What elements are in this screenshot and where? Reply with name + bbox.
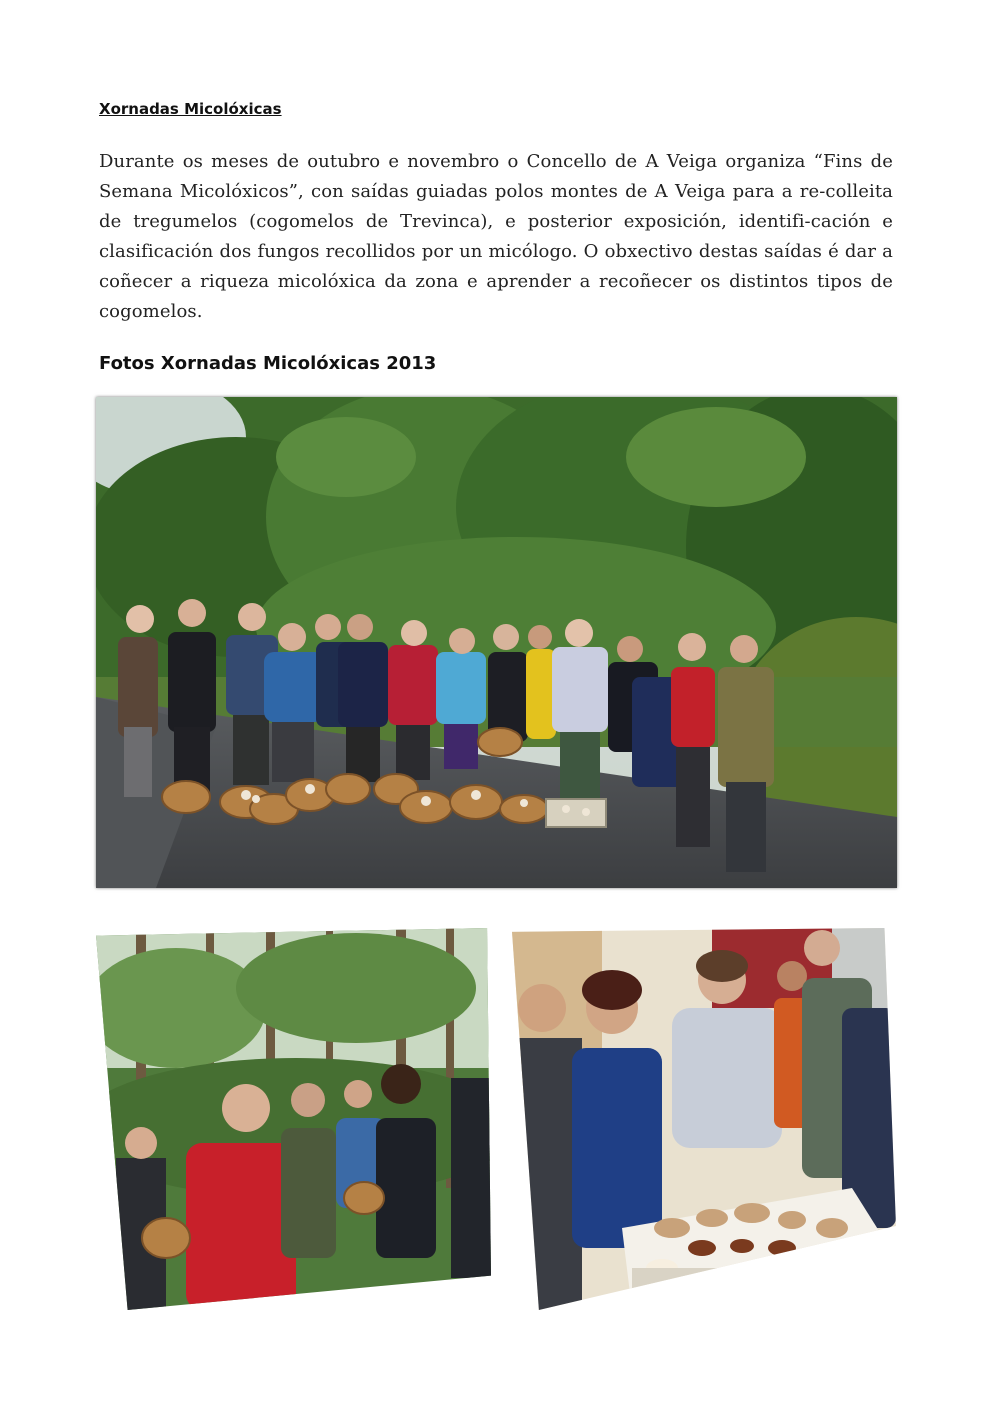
forest-photo	[96, 928, 491, 1310]
photos-title: Fotos Xornadas Micolóxicas 2013	[99, 353, 437, 374]
forest-photo-image	[96, 928, 491, 1310]
exhibition-photo-image	[512, 928, 896, 1310]
group-photo-image	[96, 397, 897, 888]
group-photo	[96, 397, 897, 888]
body-paragraph: Durante os meses de outubro e novembro o Concello de A Veiga organiza “Fins de Semana Micolóxicos”, con saídas guiadas polos montes de A Veiga para a re-colleita de tregumelos (cogomelos de Trevinca), e posterior exposición, identifi-cación e clasificación dos fungos recollidos por un micólogo. O obxectivo destas saídas é dar a coñecer a riqueza micolóxica da zona e aprender a recoñecer os distintos tipos de cogomelos.	[99, 151, 893, 322]
section-title: Xornadas Micolóxicas	[99, 100, 282, 118]
exhibition-photo	[512, 928, 896, 1310]
